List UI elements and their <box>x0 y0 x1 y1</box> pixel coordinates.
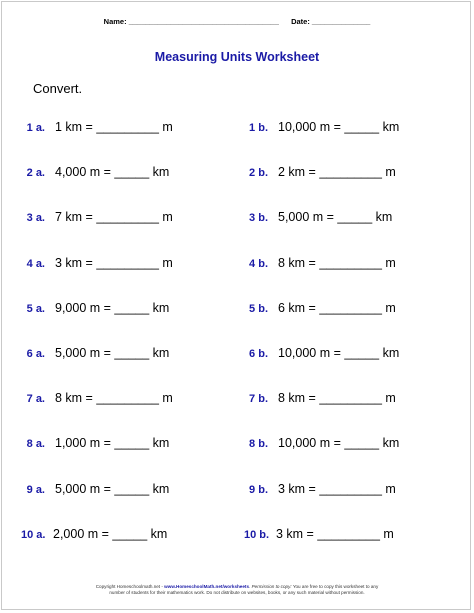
problem-5a <box>23 301 169 315</box>
problem-expression[interactable]: 6 km = _________ m <box>278 301 396 315</box>
problem-expression[interactable]: 1,000 m = _____ km <box>55 436 170 450</box>
problem-10a <box>21 527 167 541</box>
date-field[interactable]: ______________ <box>311 17 371 26</box>
footer-permission-text: You are free to copy this worksheet to any <box>291 584 379 589</box>
problem-label: 9 a. <box>26 484 45 496</box>
problem-3a <box>23 210 173 224</box>
problem-label: 10 b. <box>244 529 270 541</box>
problem-label: 1 a. <box>26 122 45 134</box>
problem-2b <box>246 165 396 179</box>
problem-expression[interactable]: 5,000 m = _____ km <box>55 346 170 360</box>
problem-label: 9 b. <box>249 484 268 496</box>
problem-label: 7 b. <box>249 393 268 405</box>
problem-expression[interactable]: 2,000 m = _____ km <box>53 527 168 541</box>
problem-expression[interactable]: 10,000 m = _____ km <box>278 120 400 134</box>
problem-7a <box>23 391 173 405</box>
footer-separator: . <box>249 584 252 589</box>
date-label: Date: <box>291 17 310 26</box>
name-field[interactable]: ____________________________________ <box>128 17 279 26</box>
name-label: Name: <box>103 17 127 26</box>
problem-expression[interactable]: 10,000 m = _____ km <box>278 346 400 360</box>
problem-2a <box>23 165 169 179</box>
problem-expression[interactable]: 2 km = _________ m <box>278 165 396 179</box>
problem-expression[interactable]: 3 km = _________ m <box>278 482 396 496</box>
problem-expression[interactable]: 5,000 m = _____ km <box>278 210 393 224</box>
problem-4a <box>23 256 173 270</box>
problem-10b <box>244 527 394 541</box>
header-line <box>0 17 474 26</box>
problem-1a <box>23 120 173 134</box>
problem-1b <box>246 120 399 134</box>
problem-label: 1 b. <box>249 122 268 134</box>
footer-line-2: number of students for their mathematics work. Do not distribute on websites, books, or any such material without permission. <box>109 590 365 595</box>
problem-8a <box>23 436 169 450</box>
copyright-footer <box>0 584 474 596</box>
problem-expression[interactable]: 8 km = _________ m <box>55 391 173 405</box>
problem-7b <box>246 391 396 405</box>
problem-label: 10 a. <box>21 529 46 541</box>
problem-expression[interactable]: 4,000 m = _____ km <box>55 165 170 179</box>
problem-3b <box>246 210 392 224</box>
instruction-text: Convert. <box>33 81 83 96</box>
problem-6a <box>23 346 169 360</box>
problem-label: 2 b. <box>249 167 268 179</box>
problem-8b <box>246 436 399 450</box>
problem-expression[interactable]: 5,000 m = _____ km <box>55 482 170 496</box>
footer-worksheets-link[interactable]: www.HomeschoolMath.net/worksheets <box>164 584 250 589</box>
problem-label: 3 b. <box>249 212 268 224</box>
problem-5b <box>246 301 396 315</box>
problem-4b <box>246 256 396 270</box>
footer-copyright-text: Copyright Homeschoolmath.net - <box>95 584 165 589</box>
worksheet-title: Measuring Units Worksheet <box>154 50 320 64</box>
problem-label: 4 b. <box>249 258 268 270</box>
problem-label: 7 a. <box>26 393 45 405</box>
problem-label: 8 b. <box>249 438 268 450</box>
footer-permission-label: Permission to copy: <box>251 584 292 589</box>
problem-label: 4 a. <box>26 258 45 270</box>
problem-expression[interactable]: 9,000 m = _____ km <box>55 301 170 315</box>
problem-label: 3 a. <box>26 212 45 224</box>
problem-label: 5 a. <box>26 303 45 315</box>
problem-expression[interactable]: 7 km = _________ m <box>55 210 173 224</box>
problem-label: 6 b. <box>249 348 268 360</box>
problem-expression[interactable]: 8 km = _________ m <box>278 256 396 270</box>
problem-label: 2 a. <box>26 167 45 179</box>
problem-expression[interactable]: 3 km = _________ m <box>276 527 394 541</box>
problem-label: 8 a. <box>26 438 45 450</box>
problem-expression[interactable]: 8 km = _________ m <box>278 391 396 405</box>
problem-label: 6 a. <box>26 348 45 360</box>
problem-9a <box>23 482 169 496</box>
problem-label: 5 b. <box>249 303 268 315</box>
problem-6b <box>246 346 399 360</box>
problem-expression[interactable]: 10,000 m = _____ km <box>278 436 400 450</box>
problem-expression[interactable]: 3 km = _________ m <box>55 256 173 270</box>
problem-9b <box>246 482 396 496</box>
problem-expression[interactable]: 1 km = _________ m <box>55 120 173 134</box>
